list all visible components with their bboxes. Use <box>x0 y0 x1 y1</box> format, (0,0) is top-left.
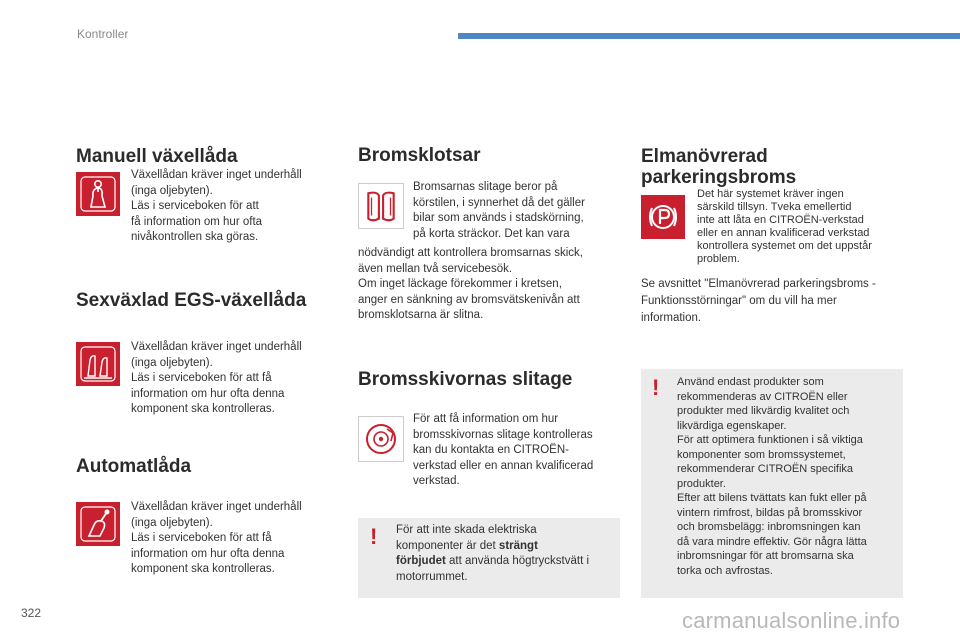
warning-box-products <box>641 369 903 598</box>
manual-gearbox-text: Växellådan kräver inget underhåll (inga oljebyten). Läs i serviceboken för att få information om hur ofta nivåkontrollen ska göras. <box>131 169 302 243</box>
automatic-gear-icon <box>76 502 120 546</box>
brake-pads-text-short: Bromsarnas slitage beror på körstilen, i synnerhet då det gäller bilar som används i stadskörning, på korta sträckor. Det kan vara <box>413 181 585 240</box>
brake-discs-title: Bromsskivornas slitage <box>358 369 573 390</box>
parking-brake-reference: Se avsnittet "Elmanövrerad parkeringsbroms - Funktionsstörningar" om du vill ha mer information. <box>641 278 876 324</box>
parking-brake-title: Elmanövrerad parkeringsbroms <box>641 146 797 188</box>
warning-icon: ! <box>370 524 378 549</box>
page-number: 322 <box>21 606 42 620</box>
manual-gear-icon <box>76 172 120 216</box>
parking-brake-icon <box>641 195 685 239</box>
brake-pads-title: Bromsklotsar <box>358 145 481 166</box>
warning-icon: ! <box>652 375 660 400</box>
brake-disc-icon <box>358 416 404 462</box>
warning-text: Använd endast produkter som rekommenderas av CITROËN eller produkter med likvärdig kvalitet och likvärdiga egenskaper. För att optimera funktionen i så viktiga komponenter som bromssystemet, rekommenderar CITROËN specifika produkter. Efter att bilens tvättats kan fukt eller på vintern rimfrost, bildas på bromsskivor och bromsbelägg: inbromsningen kan då vara mindre effektiv. Gör några lätta inbromsningar för att bromsarna ska torka och avfrostas. <box>677 376 867 577</box>
egs-gearbox-text: Växellådan kräver inget underhåll (inga oljebyten). Läs i serviceboken för att få information om hur ofta denna komponent ska kontrolleras. <box>131 341 302 415</box>
watermark: carmanualsonline.info <box>682 608 901 633</box>
automatic-gearbox-text: Växellådan kräver inget underhåll (inga oljebyten). Läs i serviceboken för att få information om hur ofta denna komponent ska kontrolleras. <box>131 501 302 575</box>
header-accent-bar <box>458 33 960 39</box>
brake-pads-text-full: nödvändigt att kontrollera bromsarnas skick, även mellan två servicebesök. Om inget läckage förekommer i kretsen, anger en sänkning av bromsvätskenivån att bromsklotsarna är slitna. <box>358 247 583 321</box>
egs-gearbox-title: Sexväxlad EGS-växellåda <box>76 290 307 311</box>
warning-box-pressure-wash <box>358 518 620 598</box>
warning-text: För att inte skada elektriska komponenter är det strängt förbjudet att använda högtryckstvätt i motorrummet. <box>396 524 590 583</box>
brake-pads-icon <box>358 183 404 229</box>
automatic-gearbox-title: Automatlåda <box>76 456 192 477</box>
section-header: Kontroller <box>77 27 129 41</box>
egs-gear-icon <box>76 342 120 386</box>
brake-discs-text: För att få information om hur bromsskivornas slitage kontrolleras kan du kontakta en CITROËN- verkstad eller en annan kvalificerad verkstad. <box>413 413 594 487</box>
parking-brake-text: Det här systemet kräver ingen särskild tillsyn. Tveka emellertid inte att låta en CITROËN-verkstad eller en annan kvalificerad verkstad kontrollera systemet om det uppstår problem. <box>697 188 872 265</box>
manual-gearbox-title: Manuell växellåda <box>76 146 238 167</box>
